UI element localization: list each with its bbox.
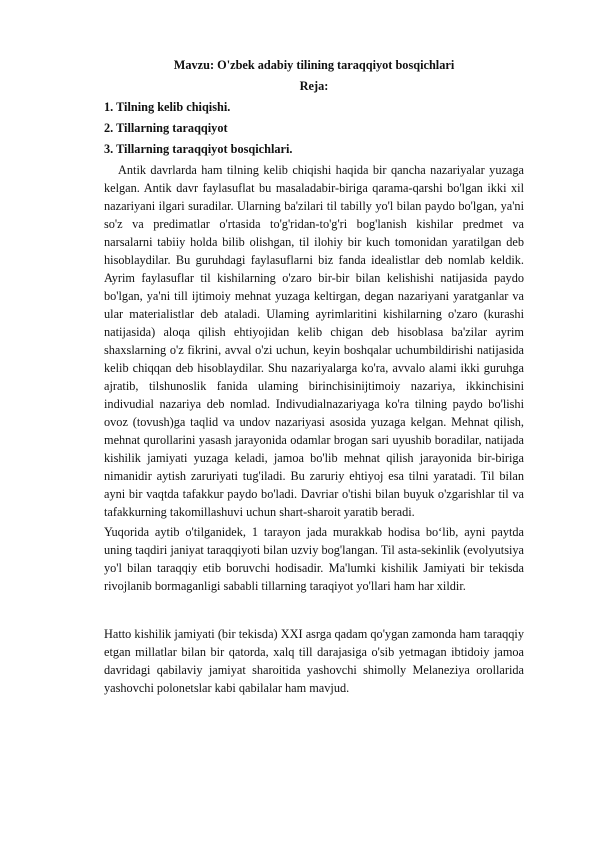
- body-paragraph-2: Yuqorida aytib o'tilganidek, 1 tarayon jada murakkab hodisa bo‘lib, ayni paytda uning taqdiri janiyat taraqqiyoti bilan uzviy bog'langan. Til asta-sekinlik (evolyutsiya yo'l bilan taraqqiy etib boruvchi hodisadir. Ma'lumki kishilik Jamiyati bir tekisda rivojlanib bormaganligi sababli tillarning taraqiyot yo'llari ham har xildir.: [104, 525, 524, 593]
- plan-item-2: 2. Tillarning taraqqiyot: [104, 121, 228, 135]
- document-title: Mavzu: O'zbek adabiy tilining taraqqiyot bosqichlari: [173, 58, 455, 72]
- document-page: [104, 56, 524, 697]
- plan-item-3: 3. Tillarning taraqqiyot bosqichlari.: [104, 142, 293, 156]
- body-paragraph-1: Antik davrlarda ham tilning kelib chiqishi haqida bir qancha nazariyalar yuzaga kelgan. Antik davr faylasuflat bu masaladabir-biriga qarama-qarshi bo'lgan ikki xil nazariyani ilgari suradilar. Ularning ba'zilari til tabilly yo'l bilan paydo bo'lgan, ya'ni so'z va predimatlar o'rtasida to'g'ridan-to'g'ri bog'lanish kishilar predmet va narsalarni tabiiy holda bilib olishgan, til ilohiy bir kuch tomonidan yaratilgan deb hisoblaydilar. Bu guruhdagi faylasuflarni biz fanda idealistlar deb nomlab keldik. Ayrim faylasuflar til kishilarning o'zaro bir-bir bilan kelishishi natijasida paydo bo'lgan, ya'ni till ijtimoiy mehnat yuzaga keltirgan, degan nazariyani yaratganlar va ular materialistlar deb ataladi. Ulaming ayrimlaritini kishilarning o'zaro (kurashi natijasida) aloqa qilish ehtiyojidan kelib chigan deb hisoblasa ba'zilar ayrim shaxslarning o'z fikrini, avval o'zi uchun, keyin boshqalar uchumbildirishi natijasida kelib chiqqan deb hisoblaydilar. Shu nazariyalarga ko'ra, avvalo alami ikki guruhga ajratib, tilshunoslik fanida ulaming birinchisinijtimoiy nazariya, ikkinchisini indivudial nazariya deb nomlad. Indivudialnazariyaga ko'ra tilning paydo bo'lishi ovoz (tovush)ga taqlid va undov nazariyasi asosida yuzaga kelgan. Mehnat qilish, mehnat qurollarini yasash jarayonida odamlar brogan sari uyushib boradilar, natijada kishilik jamiyati yuzaga keladi, jamoa bo'lib mehnat qilish jarayonida bir-biriga nimanidir aytish zaruriyati tug'iladi. Bu zaruriy ehtiyoj esa tilni yaratadi. Til bilan ayni bir vaqtda tafakkur paydo bo'ladi. Davriar o'tishi bilan buyuk o'zgarishlar til va tafakkurning takomillashuvi uchun shart-sharoit yaratib beradi.: [104, 163, 524, 519]
- body-paragraph-3: Hatto kishilik jamiyati (bir tekisda) XXI asrga qadam qo'ygan zamonda ham taraqqiy etgan millatlar bilan bir qatorda, xalq till darajasiga o'sib yetmagan ibtidoiy jamoa davridagi qabilaviy jamiyat sharoitida yashovchi shimolly Melaneziya orollarida yashovchi polonetslar kabi qabilalar ham mavjud.: [104, 627, 524, 695]
- plan-heading: Reja:: [299, 79, 329, 93]
- plan-item-1: 1. Tilning kelib chiqishi.: [104, 100, 231, 114]
